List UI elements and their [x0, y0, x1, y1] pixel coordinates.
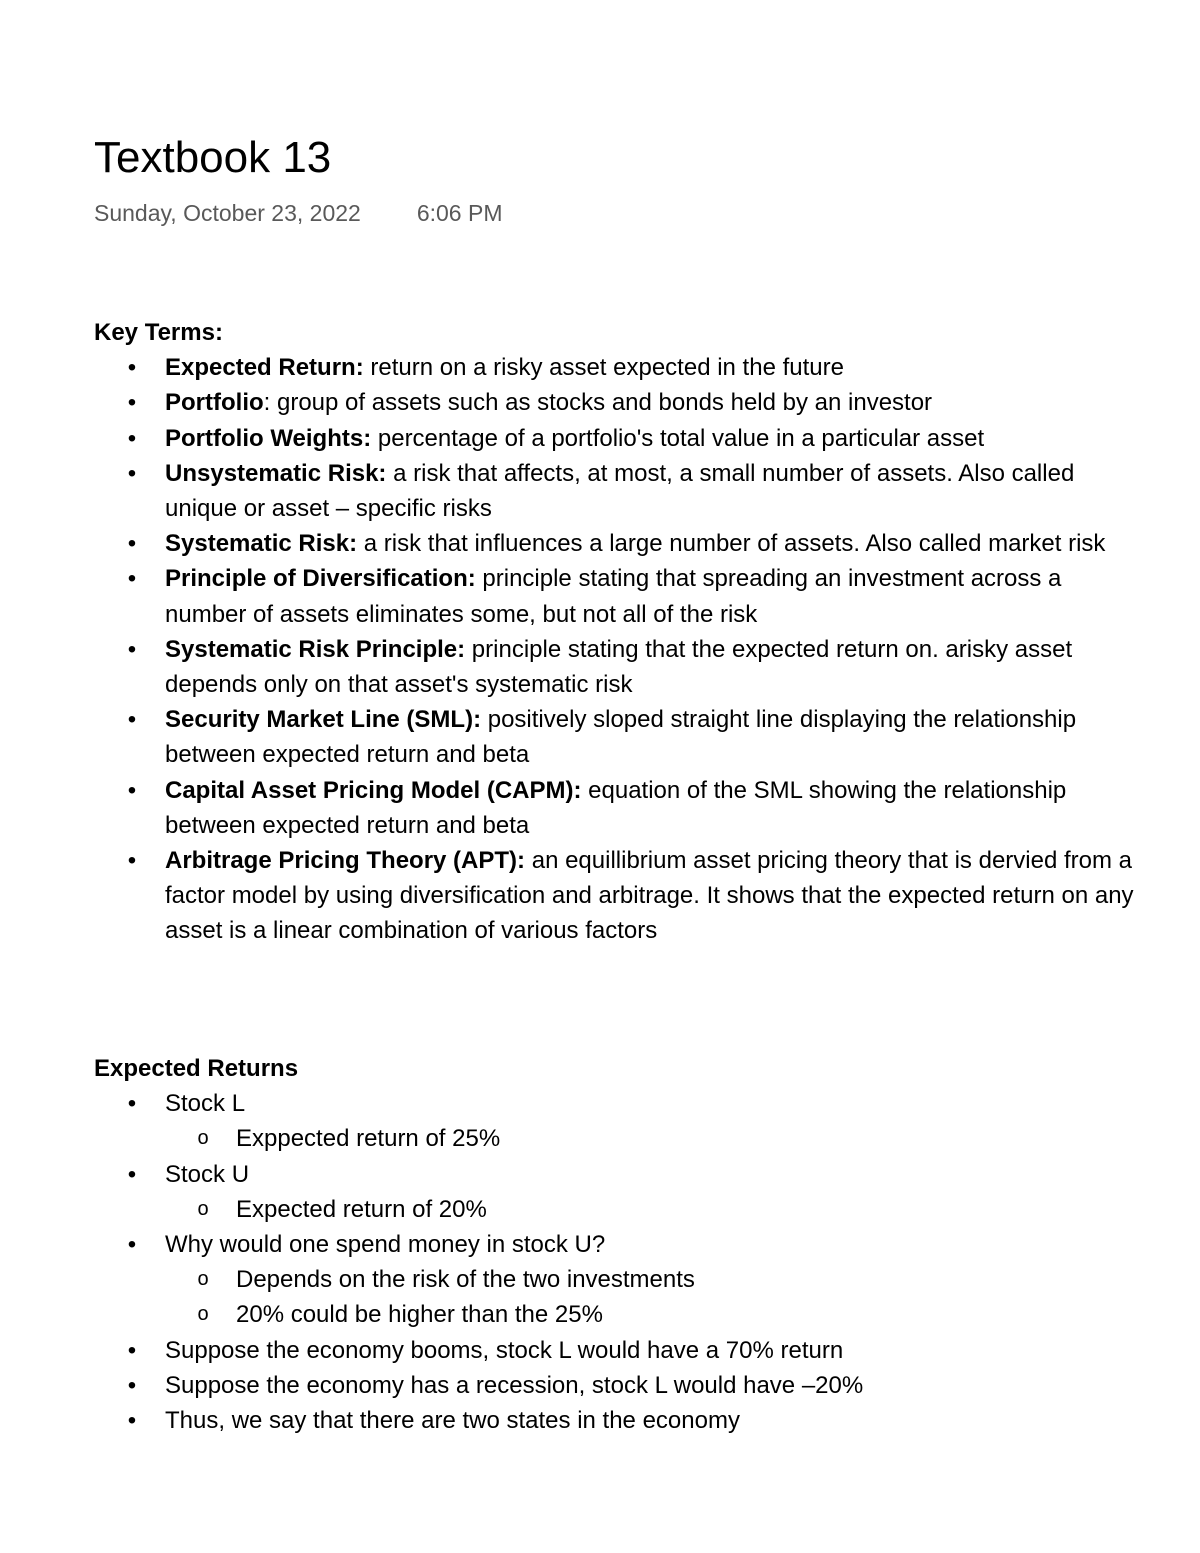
bullet-icon: • [127, 459, 137, 487]
bullet-icon: • [127, 1371, 137, 1399]
hollow-bullet-icon: o [197, 1127, 209, 1150]
key-terms-heading: Key Terms: [94, 319, 223, 346]
key-term-definition: return on a risky asset expected in the future [363, 354, 844, 382]
sub-list-item [165, 1262, 1134, 1297]
sub-list-items [165, 1121, 1134, 1156]
hollow-bullet-icon: o [197, 1303, 209, 1326]
page-timestamp [94, 198, 502, 228]
list-item-text: Stock L [165, 1090, 246, 1118]
key-term-definition: a risk that affects, at most, a small number of assets. Also called unique or asset – specific risks [165, 459, 1075, 523]
bullet-icon: • [127, 354, 137, 382]
key-terms-section [94, 315, 1134, 949]
key-term-definition: principle stating that the expected return on. arisky asset depends only on that asset's systematic risk [165, 635, 1073, 699]
hollow-bullet-icon: o [197, 1268, 209, 1291]
key-term-name: Portfolio Weights: [165, 424, 372, 452]
key-term-item [94, 702, 1134, 772]
list-item [94, 1403, 1134, 1438]
sub-list [94, 1192, 1134, 1227]
key-term-item [94, 526, 1134, 561]
key-term-name: Portfolio [165, 389, 264, 417]
bullet-icon: • [127, 1336, 137, 1364]
bullet-icon: • [127, 389, 137, 417]
key-term-name: Security Market Line (SML): [165, 706, 482, 734]
key-term-item [94, 456, 1134, 526]
bullet-icon: • [127, 635, 137, 663]
sub-list-item-text: Depends on the risk of the two investments [236, 1266, 695, 1294]
key-term-definition: principle stating that spreading an investment across a number of assets eliminates some, but not all of the risk [165, 565, 1062, 628]
bullet-icon: • [127, 1407, 137, 1435]
bullet-icon: • [127, 530, 137, 558]
sub-list-item [165, 1121, 1134, 1156]
list-item [94, 1368, 1134, 1403]
hollow-bullet-icon: o [197, 1197, 209, 1220]
sub-list [94, 1121, 1134, 1156]
key-term-item [94, 843, 1134, 949]
sub-list [94, 1262, 1134, 1332]
key-term-definition: : group of assets such as stocks and bonds held by an investor [263, 389, 933, 417]
sub-list-items [165, 1262, 1134, 1332]
expected-returns-section [94, 1051, 1134, 1438]
sub-list-item-text: Exppected return of 25% [236, 1125, 501, 1153]
key-term-definition: percentage of a portfolio's total value in a particular asset [371, 424, 985, 452]
key-term-name: Principle of Diversification: [165, 565, 476, 593]
bullet-icon: • [127, 1231, 137, 1259]
page-date: Sunday, October 23, 2022 [94, 200, 361, 226]
key-term-item [94, 773, 1134, 843]
bullet-icon: • [127, 847, 137, 875]
sub-list-item [165, 1192, 1134, 1227]
bullet-icon: • [127, 1160, 137, 1188]
key-term-name: Capital Asset Pricing Model (CAPM): [165, 776, 582, 804]
bullet-icon: • [127, 424, 137, 452]
list-item-text: Stock U [165, 1160, 250, 1188]
list-item-text: Thus, we say that there are two states in the economy [165, 1407, 740, 1435]
key-term-item [94, 632, 1134, 702]
expected-returns-heading: Expected Returns [94, 1055, 299, 1082]
list-item-text: Suppose the economy booms, stock L would have a 70% return [165, 1336, 844, 1364]
page-title[interactable]: Textbook 13 [94, 133, 332, 182]
bullet-icon: • [127, 706, 137, 734]
key-terms-list [94, 350, 1134, 948]
key-term-name: Unsystematic Risk: [165, 459, 387, 487]
bullet-icon: • [127, 1090, 137, 1118]
key-term-item [94, 561, 1134, 631]
sub-list-item [165, 1297, 1134, 1332]
key-term-name: Systematic Risk Principle: [165, 635, 466, 663]
sub-list-item-text: Expected return of 20% [236, 1195, 487, 1223]
key-term-item [94, 385, 1134, 420]
list-item [94, 1086, 1134, 1121]
key-term-definition: a risk that influences a large number of assets. Also called market risk [357, 530, 1106, 558]
list-item [94, 1333, 1134, 1368]
expected-returns-list [94, 1086, 1134, 1438]
list-item [94, 1227, 1134, 1262]
key-term-definition: positively sloped straight line displaying the relationship between expected return and beta [165, 706, 1077, 769]
list-item-text: Suppose the economy has a recession, stock L would have –20% [165, 1371, 864, 1399]
key-term-definition: an equillibrium asset pricing theory that is dervied from a factor model by using diversification and arbitrage. It shows that the expected return on any asset is a linear combination of various factors [165, 847, 1134, 945]
key-term-definition: equation of the SML showing the relationship between expected return and beta [165, 776, 1067, 839]
key-term-name: Arbitrage Pricing Theory (APT): [165, 847, 526, 875]
sub-list-items [165, 1192, 1134, 1227]
list-item-text: Why would one spend money in stock U? [165, 1231, 606, 1259]
key-term-item [94, 421, 1134, 456]
page-time: 6:06 PM [416, 200, 503, 226]
bullet-icon: • [127, 565, 137, 593]
list-item [94, 1157, 1134, 1192]
key-term-name: Expected Return: [165, 354, 364, 382]
sub-list-item-text: 20% could be higher than the 25% [236, 1301, 603, 1329]
bullet-icon: • [127, 776, 137, 804]
key-term-item [94, 350, 1134, 385]
key-term-name: Systematic Risk: [165, 530, 358, 558]
